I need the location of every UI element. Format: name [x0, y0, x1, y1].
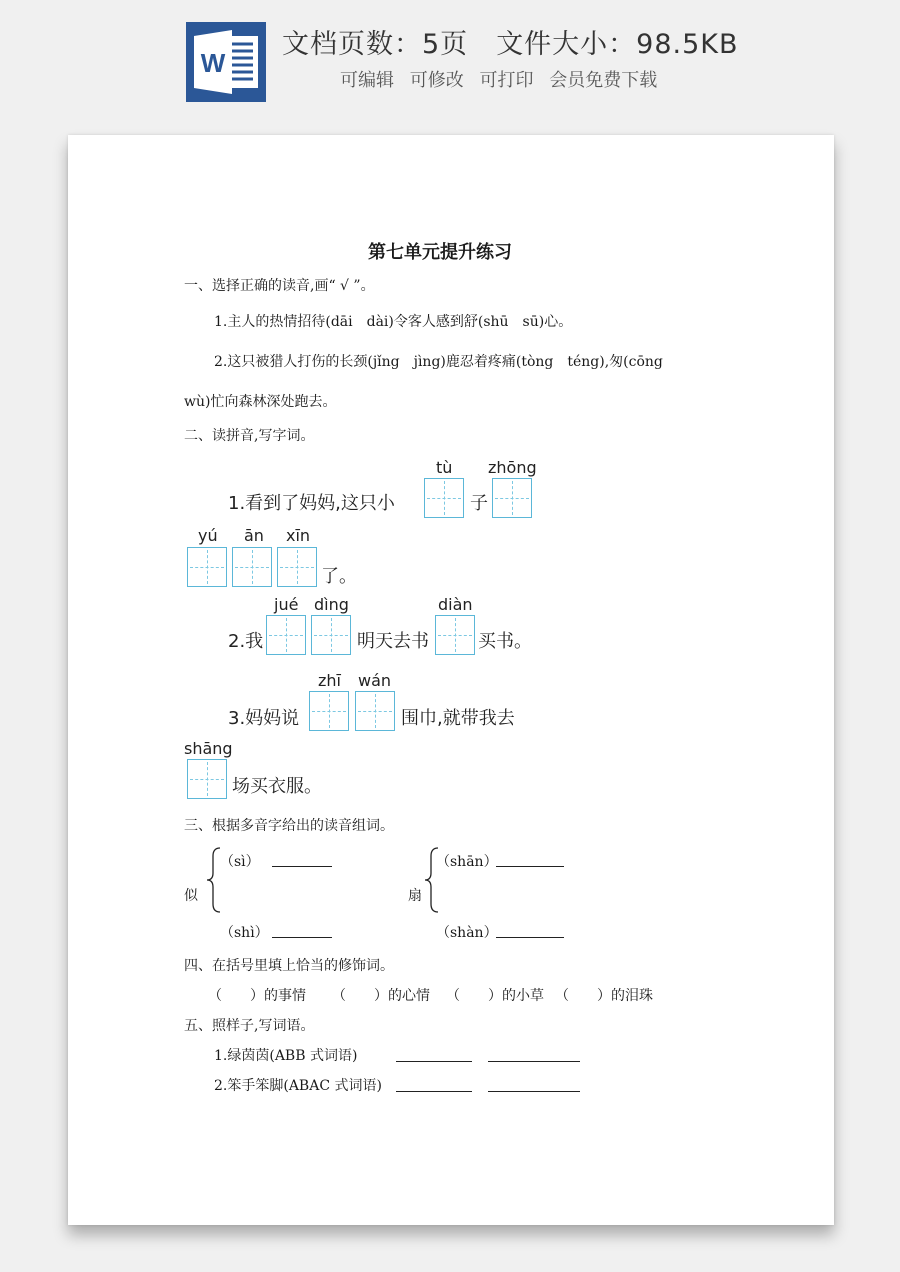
- section1-heading: 一、选择正确的读音,画“ √ ”。: [184, 278, 375, 294]
- section3-heading: 三、根据多音字给出的读音组词。: [184, 818, 394, 834]
- polyphone-char-si: 似: [184, 888, 198, 904]
- modifier-blank: （ ）的心情: [332, 988, 430, 1004]
- writing-box[interactable]: [266, 615, 306, 655]
- writing-box[interactable]: [311, 615, 351, 655]
- modifier-blank: （ ）的泪珠: [555, 988, 653, 1004]
- document-title: 第七单元提升练习: [368, 242, 512, 263]
- answer-line[interactable]: [396, 1061, 472, 1062]
- pinyin-wan: wán: [358, 671, 392, 690]
- pinyin-zhi: zhī: [318, 671, 341, 690]
- writing-box[interactable]: [492, 478, 532, 518]
- page-count: 文档页数：5页: [282, 29, 469, 60]
- feature-list: [340, 66, 667, 92]
- section2-line1-mid: 子: [470, 493, 488, 514]
- polyphone-char-shan: 扇: [408, 888, 422, 904]
- section2-line3-prefix: 2.我: [228, 631, 264, 652]
- writing-box[interactable]: [277, 547, 317, 587]
- section2-line3-mid: 明天去书: [357, 631, 429, 652]
- reading-shan4: （shàn）: [436, 925, 498, 941]
- reading-shi: （shì）: [220, 925, 269, 941]
- answer-line[interactable]: [488, 1061, 580, 1062]
- reading-si: （sì）: [220, 854, 260, 870]
- writing-box[interactable]: [424, 478, 464, 518]
- writing-box[interactable]: [435, 615, 475, 655]
- section2-heading: 二、读拼音,写字词。: [184, 428, 315, 444]
- section2-line2-text: 了。: [321, 566, 357, 587]
- pinyin-jue: jué: [274, 595, 299, 614]
- section5-question1: 1.绿茵茵(ABB 式词语): [214, 1048, 358, 1064]
- answer-line[interactable]: [496, 937, 564, 938]
- answer-line[interactable]: [272, 866, 332, 867]
- pinyin-tu: tù: [436, 458, 453, 477]
- section1-question1: 1.主人的热情招待(dāi dài)令客人感到舒(shū sū)心。: [214, 314, 573, 330]
- section2-line5-text: 场买衣服。: [232, 776, 322, 797]
- pinyin-yu: yú: [198, 526, 218, 545]
- pinyin-shang: shāng: [184, 739, 233, 758]
- section5-question2: 2.笨手笨脚(ABAC 式词语): [214, 1078, 382, 1094]
- pinyin-an: ān: [244, 526, 264, 545]
- pinyin-dian: diàn: [438, 595, 473, 614]
- section2-line4-prefix: 3.妈妈说: [228, 708, 300, 729]
- pinyin-xin: xīn: [286, 526, 311, 545]
- feature-printable: 可打印: [479, 70, 534, 91]
- section1-question2-line2: wù)忙向森林深处跑去。: [184, 394, 337, 410]
- writing-box[interactable]: [187, 547, 227, 587]
- section5-heading: 五、照样子,写词语。: [184, 1018, 315, 1034]
- feature-modifiable: 可修改: [409, 70, 464, 91]
- answer-line[interactable]: [272, 937, 332, 938]
- modifier-blank: （ ）的事情: [208, 988, 306, 1004]
- feature-editable: 可编辑: [340, 70, 394, 91]
- writing-box[interactable]: [187, 759, 227, 799]
- reading-shan1: （shān）: [436, 854, 498, 870]
- writing-box[interactable]: [355, 691, 395, 731]
- answer-line[interactable]: [488, 1091, 580, 1092]
- document-page: [68, 135, 834, 1225]
- file-size: 文件大小：98.5KB: [496, 29, 739, 60]
- pinyin-ding: dìng: [314, 595, 349, 614]
- writing-box[interactable]: [309, 691, 349, 731]
- answer-line[interactable]: [496, 866, 564, 867]
- writing-box[interactable]: [232, 547, 272, 587]
- section2-line4-suffix: 围巾,就带我去: [401, 708, 515, 729]
- word-icon-letter: W: [200, 48, 226, 78]
- word-document-icon: [186, 22, 266, 102]
- modifier-blank: （ ）的小草: [446, 988, 544, 1004]
- document-meta-line: [282, 22, 739, 61]
- section1-question2-line1: 2.这只被猎人打伤的长颈(jǐng jìng)鹿忍着疼痛(tòng téng),匆(cōng: [214, 354, 663, 370]
- section2-line3-suffix: 买书。: [478, 631, 532, 652]
- answer-line[interactable]: [396, 1091, 472, 1092]
- section2-line1-text: 1.看到了妈妈,这只小: [228, 493, 395, 514]
- feature-member-download: 会员免费下载: [549, 70, 658, 91]
- section4-heading: 四、在括号里填上恰当的修饰词。: [184, 958, 394, 974]
- pinyin-zhong: zhōng: [488, 458, 537, 477]
